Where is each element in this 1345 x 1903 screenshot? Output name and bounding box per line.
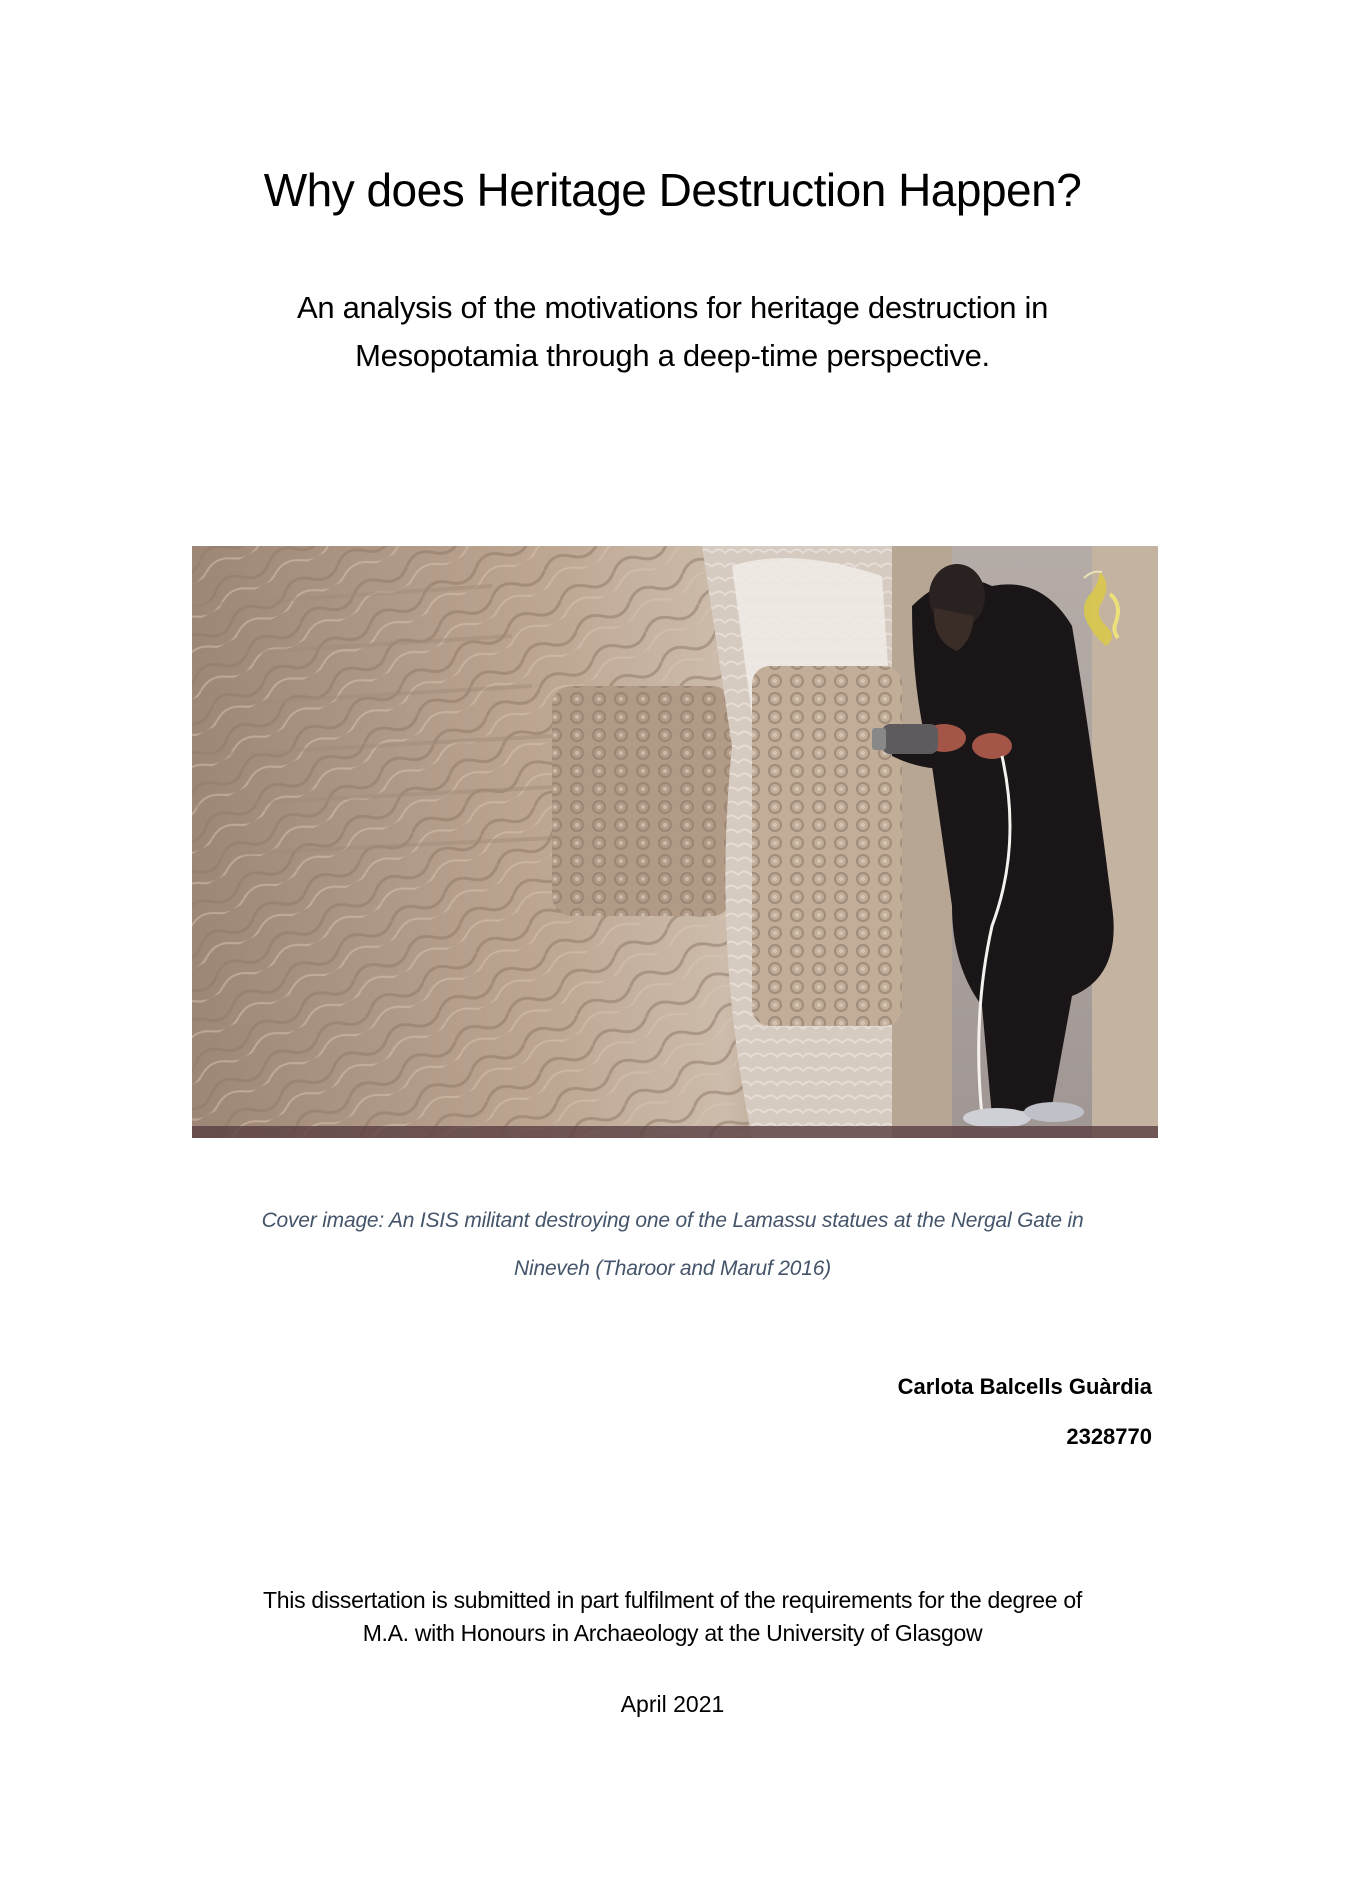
- subtitle: [200, 284, 1145, 380]
- statement-line: This dissertation is submitted in part fulfilment of the requirements for the degree of: [263, 1587, 1082, 1613]
- caption-line: Cover image: An ISIS militant destroying one of the Lamassu statues at the Nergal Gate in: [261, 1209, 1084, 1232]
- statement-line: M.A. with Honours in Archaeology at the University of Glasgow: [362, 1620, 983, 1646]
- submission-statement: [150, 1584, 1195, 1650]
- page-title: Why does Heritage Destruction Happen?: [263, 164, 1082, 216]
- author-name: Carlota Balcells Guàrdia: [897, 1374, 1152, 1399]
- subtitle-line: Mesopotamia through a deep-time perspective.: [355, 338, 990, 373]
- lamassu-photo-illustration: [192, 546, 1158, 1138]
- submission-date: April 2021: [620, 1691, 725, 1717]
- student-id: 2328770: [1066, 1424, 1152, 1449]
- caption-line: Nineveh (Tharoor and Maruf 2016): [514, 1257, 831, 1280]
- cover-image: [192, 546, 1158, 1138]
- author-block: [898, 1362, 1152, 1462]
- subtitle-line: An analysis of the motivations for heritage destruction in: [296, 290, 1049, 325]
- image-caption: [150, 1197, 1195, 1293]
